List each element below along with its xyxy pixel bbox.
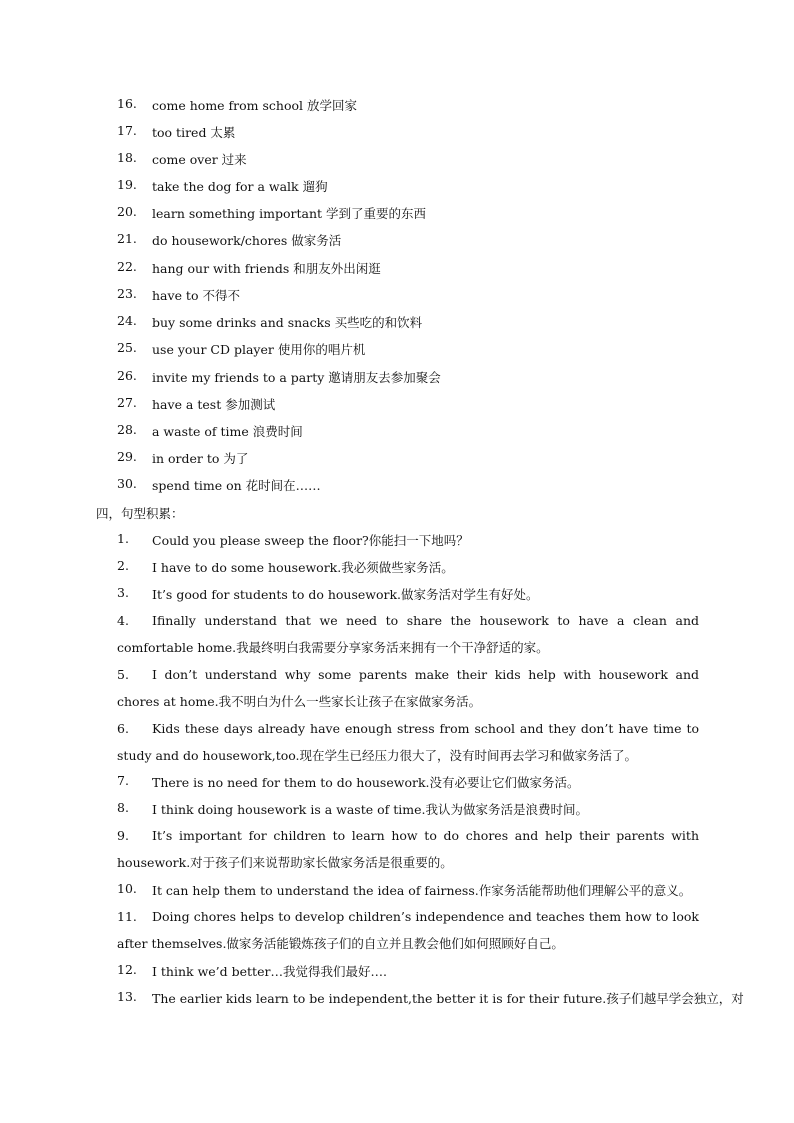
- item-text: come over 过来: [152, 152, 247, 167]
- item-number: 30.: [117, 476, 137, 491]
- item-number: 20.: [117, 204, 137, 219]
- item-number: 10.: [117, 881, 137, 896]
- item-text: Kids these days already have enough stress from school and they don’t have time to study and do housework,too.现在学生已经压力很大了，没有时间再去学习和做家务活了。: [117, 721, 699, 763]
- item-text: There is no need for them to do housework.没有必要让它们做家务活。: [152, 775, 580, 790]
- item-text: hang our with friends 和朋友外出闲逛: [152, 261, 381, 276]
- item-number: 7.: [117, 773, 129, 788]
- item-text: spend time on 花时间在……: [152, 478, 321, 493]
- item-number: 24.: [117, 313, 137, 328]
- item-text: I have to do some housework.我必须做些家务活。: [152, 560, 454, 575]
- item-text: Ifinally understand that we need to share the housework to have a clean and comfortable home.我最终明白我需要分享家务活来拥有一个干净舒适的家。: [117, 613, 699, 655]
- item-number: 11.: [117, 909, 137, 924]
- item-number: 4.: [117, 613, 129, 628]
- item-number: 12.: [117, 962, 137, 977]
- item-number: 6.: [117, 721, 129, 736]
- item-text: take the dog for a walk 遛狗: [152, 179, 328, 194]
- item-text: learn something important 学到了重要的东西: [152, 206, 427, 221]
- item-text: use your CD player 使用你的唱片机: [152, 342, 366, 357]
- item-text: Could you please sweep the floor?你能扫一下地吗？: [152, 533, 469, 548]
- section-heading: 四，句型积累：: [96, 506, 184, 521]
- item-number: 5.: [117, 667, 129, 682]
- item-text: have to 不得不: [152, 288, 240, 303]
- item-number: 27.: [117, 395, 137, 410]
- item-text: It can help them to understand the idea of fairness.作家务活能帮助他们理解公平的意义。: [152, 883, 692, 898]
- item-text: buy some drinks and snacks 买些吃的和饮料: [152, 315, 423, 330]
- sentence-item: [117, 662, 699, 715]
- item-text: in order to 为了: [152, 451, 249, 466]
- item-number: 9.: [117, 828, 129, 843]
- item-number: 21.: [117, 231, 137, 246]
- item-number: 13.: [117, 989, 137, 1004]
- item-number: 8.: [117, 800, 129, 815]
- item-number: 16.: [117, 96, 137, 111]
- sentence-item: [117, 608, 699, 661]
- item-text: I don’t understand why some parents make their kids help with housework and chores at home.我不明白为什么一些家长让孩子在家做家务活。: [117, 667, 699, 709]
- item-text: a waste of time 浪费时间: [152, 424, 303, 439]
- item-text: I think we’d better…我觉得我们最好….: [152, 964, 387, 979]
- item-text: do housework/chores 做家务活: [152, 233, 342, 248]
- item-number: 29.: [117, 449, 137, 464]
- item-text: too tired 太累: [152, 125, 236, 140]
- item-number: 19.: [117, 177, 137, 192]
- item-number: 23.: [117, 286, 137, 301]
- item-text: It’s good for students to do housework.做家务活对学生有好处。: [152, 587, 539, 602]
- item-text: The earlier kids learn to be independent,the better it is for their future.孩子们越早学会独立，对: [152, 991, 744, 1006]
- item-number: 25.: [117, 340, 137, 355]
- item-text: It’s important for children to learn how to do chores and help their parents with housework.对于孩子们来说帮助家长做家务活是很重要的。: [117, 828, 699, 870]
- sentence-item: [117, 904, 699, 957]
- item-number: 1.: [117, 531, 129, 546]
- item-number: 18.: [117, 150, 137, 165]
- sentence-item: [117, 823, 699, 876]
- item-number: 2.: [117, 558, 129, 573]
- item-text: I think doing housework is a waste of time.我认为做家务活是浪费时间。: [152, 802, 588, 817]
- item-text: invite my friends to a party 邀请朋友去参加聚会: [152, 370, 441, 385]
- item-text: Doing chores helps to develop children’s independence and teaches them how to look after themselves.做家务活能锻炼孩子们的自立并且教会他们如何照顾好自己。: [117, 909, 699, 951]
- item-number: 17.: [117, 123, 137, 138]
- item-number: 26.: [117, 368, 137, 383]
- sentence-item: [117, 716, 699, 769]
- item-text: come home from school 放学回家: [152, 98, 357, 113]
- item-number: 28.: [117, 422, 137, 437]
- item-text: have a test 参加测试: [152, 397, 276, 412]
- item-number: 3.: [117, 585, 129, 600]
- item-number: 22.: [117, 259, 137, 274]
